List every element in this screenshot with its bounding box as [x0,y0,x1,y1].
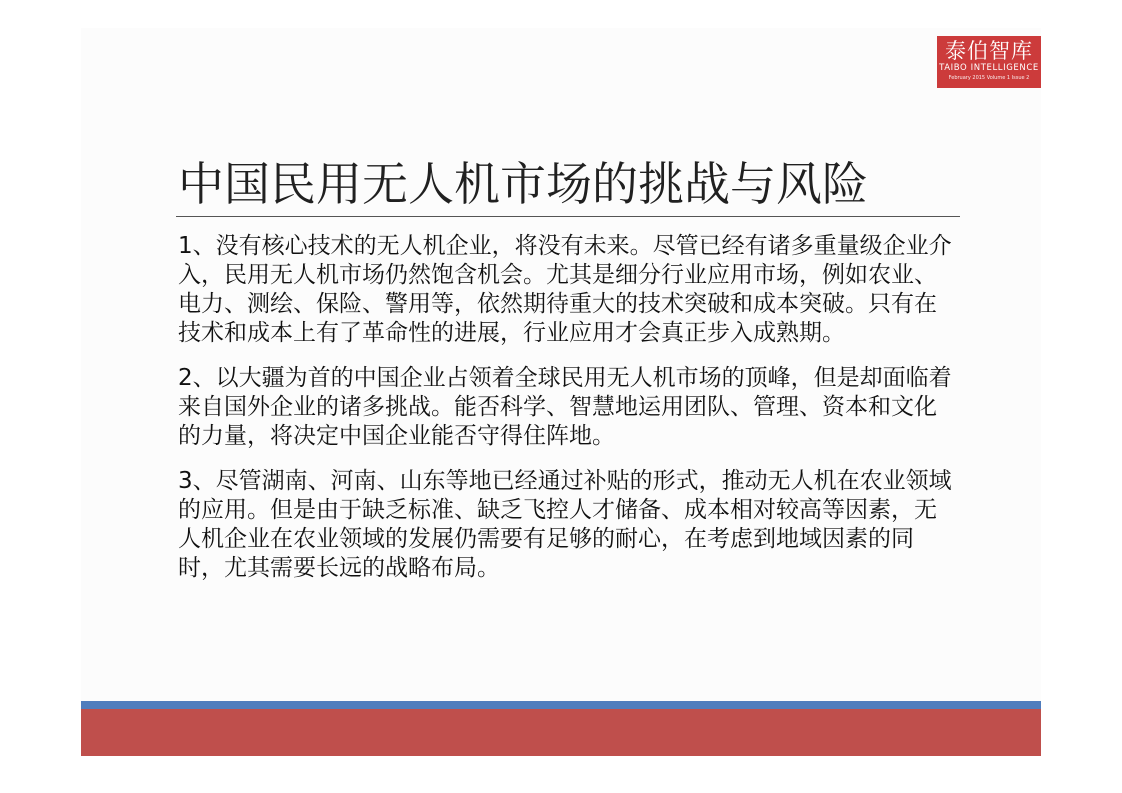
paragraph-2: 2、以大疆为首的中国企业占领着全球民用无人机市场的顶峰，但是却面临着来自国外企业的诸多挑战。能否科学、智慧地运用团队、管理、资本和文化的力量，将决定中国企业能否守得住阵地。 [178,365,952,449]
logo-english-name: TAIBO INTELLIGENCE [939,63,1039,73]
taibo-logo [937,36,1041,88]
logo-chinese-name: 泰伯智库 [945,39,1033,63]
slide-title: 中国民用无人机市场的挑战与风险 [178,157,868,211]
logo-issue-text: February 2015 Volume 1 Issue 2 [948,75,1030,81]
footer-red-band [81,709,1041,756]
slide-body [178,232,953,599]
footer-blue-band [81,701,1041,709]
title-divider [176,216,960,217]
paragraph-1: 1、没有核心技术的无人机企业，将没有未来。尽管已经有诸多重量级企业介入，民用无人机市场仍然饱含机会。尤其是细分行业应用市场，例如农业、电力、测绘、保险、警用等，依然期待重大的技术突破和成本突破。只有在技术和成本上有了革命性的进展，行业应用才会真正步入成熟期。 [178,233,952,346]
paragraph-3: 3、尽管湖南、河南、山东等地已经通过补贴的形式，推动无人机在农业领域的应用。但是由于缺乏标准、缺乏飞控人才储备、成本相对较高等因素，无人机企业在农业领域的发展仍需要有足够的耐心，在考虑到地域因素的同时，尤其需要长远的战略布局。 [178,468,952,581]
